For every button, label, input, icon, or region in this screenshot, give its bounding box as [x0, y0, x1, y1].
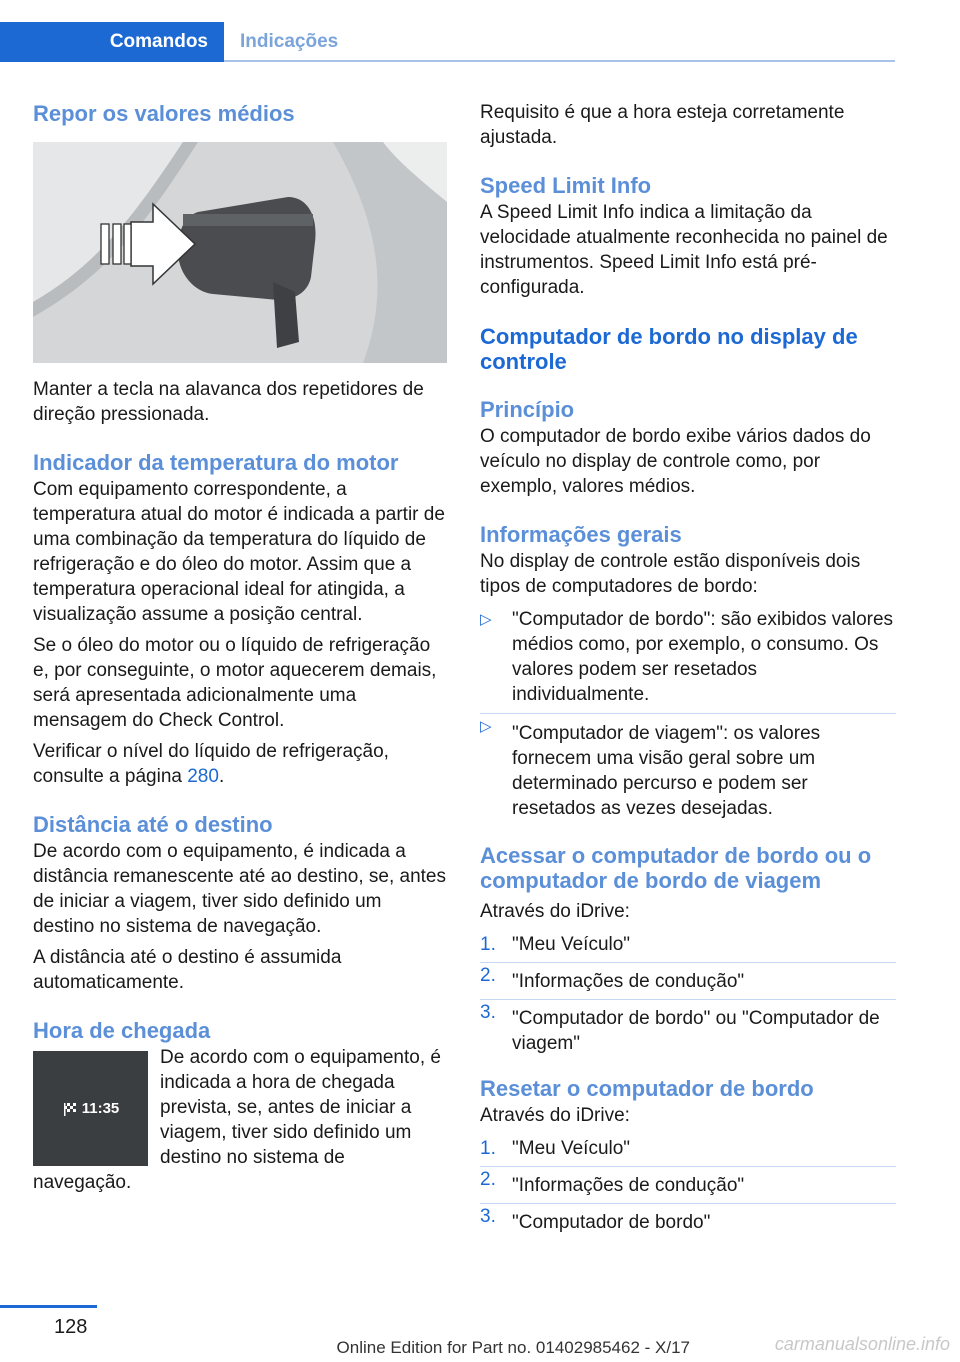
tab-indicacoes[interactable]: Indicações — [240, 31, 339, 52]
left-column — [33, 100, 447, 1195]
list-item: 1. "Meu Veículo" — [480, 1138, 631, 1159]
header-tabs — [0, 22, 895, 62]
page-link-280[interactable]: 280 — [187, 766, 219, 787]
step-number: 3. — [480, 1206, 496, 1227]
list-item: 1. "Meu Veículo" — [480, 934, 631, 955]
paragraph: Verificar o nível do líquido de refrigeração, consulte a página 280. — [33, 741, 389, 787]
list-item: 2. "Informações de condução" — [480, 962, 896, 999]
page-number: 128 — [54, 1316, 88, 1338]
section-title-acessar: Acessar o computador de bordo ou o computador de bordo de viagem — [480, 843, 872, 893]
section-title-distancia: Distância até o destino — [33, 812, 273, 837]
reset-steps-list — [480, 1136, 896, 1240]
paragraph: De acordo com o equipamento, é indicada a distância remanescente até ao destino, se, antes de iniciar a viagem, tiver sido definido um destino no sistema de navegação. — [33, 841, 446, 937]
chapter-title-computador: Computador de bordo no display de controle — [480, 324, 858, 374]
list-item: 3. "Computador de bordo" — [480, 1203, 896, 1240]
section-title-temperatura: Indicador da temperatura do motor — [33, 450, 399, 475]
paragraph: Através do iDrive: — [480, 901, 630, 922]
paragraph: A distância até o destino é assumida automaticamente. — [33, 947, 342, 993]
step-number: 2. — [480, 965, 496, 986]
right-column — [480, 100, 896, 1240]
turn-signal-lever-figure — [33, 142, 447, 363]
triangle-bullet-icon: ▷ — [480, 611, 492, 628]
section-title-informacoes: Informações gerais — [480, 522, 682, 547]
paragraph: Manter a tecla na alavanca dos repetidores de direção pressionada. — [33, 379, 424, 425]
triangle-bullet-icon: ▷ — [480, 718, 492, 735]
section-title-speed-limit: Speed Limit Info — [480, 173, 652, 198]
paragraph: A Speed Limit Info indica a limitação da velocidade atualmente reconhecida no painel de instrumentos. Speed Limit Info está pré-configurada. — [480, 202, 888, 298]
step-number: 1. — [480, 1138, 496, 1159]
step-number: 2. — [480, 1169, 496, 1190]
list-item: 3. "Computador de bordo" ou "Computador de viagem" — [480, 999, 896, 1061]
footer-rule — [0, 1305, 97, 1308]
flag-icon — [62, 1101, 78, 1117]
arrival-time-display-figure — [33, 1051, 148, 1166]
paragraph: Se o óleo do motor ou o líquido de refrigeração e, por conseguinte, o motor aquecerem demais, será apresentada adicionalmente uma mensagem do Check Control. — [33, 635, 437, 731]
paragraph: De acordo com o equipamento, é indicada a hora de chegada prevista, se, antes de iniciar a viagem, tiver sido definido um destino no sistema de navegação. — [33, 1047, 441, 1193]
section-title-repor: Repor os valores médios — [33, 101, 295, 126]
watermark: carmanualsonline.info — [774, 1334, 950, 1354]
list-item: ▷ "Computador de bordo": são exibidos valores médios como, por exemplo, o consumo. Os valores podem ser resetados individualmente. — [480, 609, 894, 705]
list-item: 2. "Informações de condução" — [480, 1166, 896, 1203]
paragraph: Requisito é que a hora esteja corretamente ajustada. — [480, 102, 845, 148]
arrival-time-value: 11:35 — [81, 1100, 120, 1117]
paragraph: No display de controle estão disponíveis dois tipos de computadores de bordo: — [480, 551, 861, 597]
arrival-time-block — [33, 1045, 447, 1195]
tab-underline — [224, 60, 895, 62]
list-item: ▷ "Computador de viagem": os valores fornecem uma visão geral sobre um determinado percurso e podem ser resetados as vezes desejadas. — [480, 713, 896, 827]
paragraph: O computador de bordo exibe vários dados do veículo no display de controle como, por exemplo, valores médios. — [480, 426, 871, 497]
step-number: 3. — [480, 1002, 496, 1023]
section-title-hora-chegada: Hora de chegada — [33, 1018, 211, 1043]
section-title-principio: Princípio — [480, 397, 575, 422]
paragraph: Através do iDrive: — [480, 1105, 630, 1126]
tab-comandos[interactable]: Comandos — [0, 22, 224, 62]
paragraph: Com equipamento correspondente, a temperatura atual do motor é indicada a partir de uma combinação da temperatura do líquido de refrigeração e do óleo do motor. Assim que a temperatura operacional ideal for atingida, a visualização assume a posição central. — [33, 479, 445, 625]
section-title-resetar: Resetar o computador de bordo — [480, 1076, 814, 1101]
computer-types-list — [480, 607, 896, 827]
access-steps-list — [480, 932, 896, 1061]
edition-note: Online Edition for Part no. 01402985462 - X/17 — [336, 1338, 690, 1357]
step-number: 1. — [480, 934, 496, 955]
